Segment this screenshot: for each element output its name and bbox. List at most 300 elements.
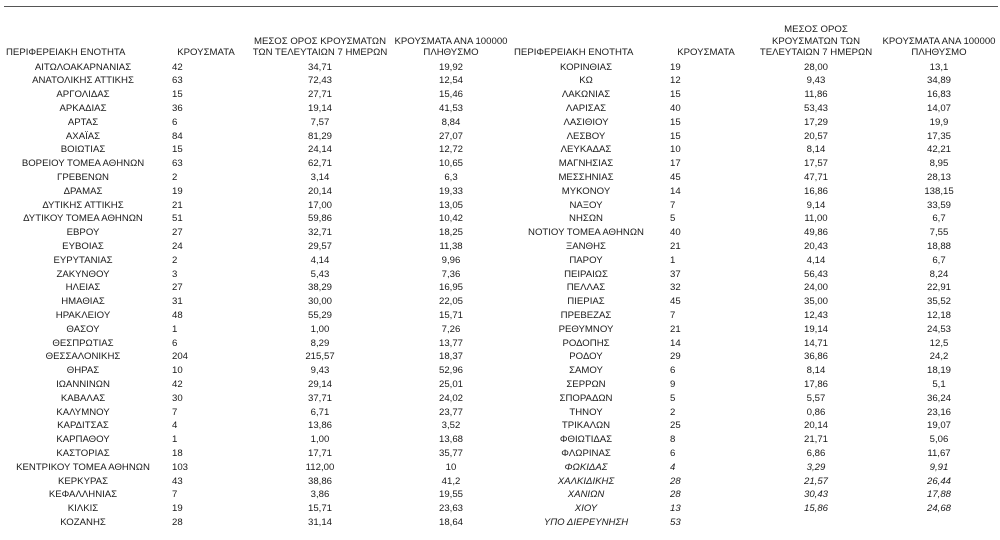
table-row: [4, 254, 998, 268]
right-region-cell: ΦΛΩΡΙΝΑΣ: [561, 447, 611, 459]
table-row: [4, 474, 998, 488]
table-row: [4, 405, 998, 419]
left-mean-7-day-cell: 72,43: [307, 75, 332, 87]
left-rate-per-100k-cell: 9,96: [441, 254, 461, 266]
right-cases-cell: 15: [670, 89, 681, 101]
left-cases-cell: 18: [172, 447, 183, 459]
left-rate-per-100k-cell: 25,01: [438, 378, 463, 390]
right-cases-cell: 8: [670, 434, 676, 446]
header-row: [4, 7, 998, 61]
table-row: [4, 488, 998, 502]
table-row: [4, 350, 998, 364]
left-cases-cell: 19: [172, 185, 183, 197]
right-mean-7-day-cell: 4,14: [806, 254, 826, 266]
right-cases-cell: 12: [670, 75, 681, 87]
left-mean-7-day-cell: 31,14: [307, 516, 332, 528]
left-rate-per-100k-cell: 27,07: [438, 130, 463, 142]
right-mean-7-day-cell: 8,14: [806, 144, 826, 156]
right-cases-cell: 40: [670, 102, 681, 114]
left-mean-7-day-cell: 32,71: [307, 227, 332, 239]
right-cases-cell: 15: [670, 130, 681, 142]
table-row: [4, 433, 998, 447]
left-region-cell: ΑΡΚΑΔΙΑΣ: [59, 102, 107, 114]
right-region-cell: ΚΟΡΙΝΘΙΑΣ: [559, 61, 613, 73]
left-cases-cell: 36: [172, 102, 183, 114]
table-row: [4, 392, 998, 406]
right-mean-7-day-cell: 24,00: [803, 282, 828, 294]
right-cases-cell: 45: [670, 296, 681, 308]
right-mean-7-day-cell: 17,57: [803, 158, 828, 170]
right-mean-7-day-cell: 20,14: [803, 420, 828, 432]
right-rate-per-100k-cell: 24,68: [926, 503, 951, 515]
right-mean-7-day-cell: 53,43: [803, 102, 828, 114]
left-mean-7-day-cell: 3,86: [310, 489, 330, 501]
table-row: [4, 378, 998, 392]
right-cases-cell: 5: [670, 392, 676, 404]
left-cases-cell: 19: [172, 503, 183, 515]
left-mean-7-day-cell: 6,71: [310, 406, 330, 418]
table-row: [4, 281, 998, 295]
left-mean-7-day-cell: 1,00: [310, 323, 330, 335]
right-mean-7-day-cell: 35,00: [803, 296, 828, 308]
right-rate-per-100k-cell: 28,13: [926, 171, 951, 183]
right-cases-cell: 45: [670, 171, 681, 183]
table-row: [4, 461, 998, 475]
left-region-cell: ΕΒΡΟΥ: [66, 227, 100, 239]
table-row: [4, 516, 998, 530]
left-cases-cell: 7: [172, 406, 178, 418]
left-rate-per-100k-cell: 12,72: [438, 144, 463, 156]
left-region-cell: ΘΕΣΣΑΛΟΝΙΚΗΣ: [45, 351, 121, 363]
left-rate-per-100k-cell: 15,71: [438, 309, 463, 321]
right-mean-7-day-cell: 20,43: [803, 240, 828, 252]
right-mean-7-day-cell: 21,57: [803, 475, 828, 487]
left-region-cell: ΚΙΛΚΙΣ: [67, 503, 99, 515]
right-rate-per-100k-cell: 14,07: [926, 102, 951, 114]
table-row: [4, 267, 998, 281]
right-mean-7-day-cell: 19,14: [803, 323, 828, 335]
left-region-cell: ΑΝΑΤΟΛΙΚΗΣ ΑΤΤΙΚΗΣ: [32, 75, 134, 87]
left-cases-cell: 42: [172, 61, 183, 73]
right-region-cell: ΛΕΣΒΟΥ: [566, 130, 606, 142]
right-mean-7-day-cell: 56,43: [803, 268, 828, 280]
left-rate-per-100k-cell: 52,96: [438, 365, 463, 377]
left-cases-cell: 4: [172, 420, 178, 432]
right-rate-per-100k-cell: 24,2: [929, 351, 949, 363]
left-mean-7-day-cell: 17,00: [307, 199, 332, 211]
left-region-cell: ΕΥΒΟΙΑΣ: [62, 240, 104, 252]
right-mean-7-day-cell: 14,71: [803, 337, 828, 349]
right-rate-per-100k-cell: 138,15: [924, 185, 954, 197]
right-region-cell: ΤΡΙΚΑΛΩΝ: [561, 420, 611, 432]
left-cases-cell: 63: [172, 158, 183, 170]
left-region-cell: ΔΥΤΙΚΟΥ ΤΟΜΕΑ ΑΘΗΝΩΝ: [23, 213, 143, 225]
right-rate-per-100k-cell: 7,55: [929, 227, 949, 239]
right-cases-cell: 5: [670, 213, 676, 225]
left-region-cell: ΚΟΖΑΝΗΣ: [60, 516, 106, 528]
right-rate-per-100k-cell: 17,88: [926, 489, 951, 501]
left-region-cell: ΚΑΣΤΟΡΙΑΣ: [56, 447, 110, 459]
table-row: [4, 447, 998, 461]
right-rate-per-100k-cell: 12,18: [926, 309, 951, 321]
header-region-right: ΠΕΡΙΦΕΡΕΙΑΚΗ ΕΝΟΤΗΤΑ: [514, 47, 634, 58]
left-cases-cell: 27: [172, 282, 183, 294]
table-row: [4, 116, 998, 130]
right-mean-7-day-cell: [752, 516, 880, 530]
right-mean-7-day-cell: 30,43: [803, 489, 828, 501]
table-row: [4, 502, 998, 516]
right-mean-7-day-cell: 20,57: [803, 130, 828, 142]
right-region-cell: ΝΟΤΙΟΥ ΤΟΜΕΑ ΑΘΗΝΩΝ: [528, 227, 644, 239]
right-region-cell: ΦΘΙΩΤΙΔΑΣ: [559, 434, 613, 446]
table-row: [4, 129, 998, 143]
right-mean-7-day-cell: 36,86: [803, 351, 828, 363]
left-mean-7-day-cell: 38,29: [307, 282, 332, 294]
right-region-cell: ΡΟΔΟΥ: [569, 351, 603, 363]
right-rate-per-100k-cell: 5,1: [932, 378, 946, 390]
left-cases-cell: 6: [172, 337, 178, 349]
right-cases-cell: 28: [670, 489, 681, 501]
left-mean-7-day-cell: 17,71: [307, 447, 332, 459]
left-region-cell: ΗΜΑΘΙΑΣ: [61, 296, 105, 308]
right-rate-per-100k-cell: 33,59: [926, 199, 951, 211]
right-cases-cell: 53: [670, 516, 681, 528]
right-mean-7-day-cell: 0,86: [806, 406, 826, 418]
left-mean-7-day-cell: 81,29: [307, 130, 332, 142]
right-cases-cell: 7: [670, 199, 676, 211]
right-mean-7-day-cell: 49,86: [803, 227, 828, 239]
left-rate-per-100k-cell: 41,53: [438, 102, 463, 114]
right-rate-per-100k-cell: 6,7: [932, 213, 946, 225]
right-region-cell: ΛΑΣΙΘΙΟΥ: [563, 116, 609, 128]
left-rate-per-100k-cell: 18,25: [438, 227, 463, 239]
right-mean-7-day-cell: 11,86: [804, 89, 828, 101]
left-rate-per-100k-cell: 7,36: [441, 268, 461, 280]
table-row: [4, 198, 998, 212]
left-region-cell: ΑΡΓΟΛΙΔΑΣ: [56, 89, 110, 101]
left-region-cell: ΘΑΣΟΥ: [66, 323, 100, 335]
right-rate-per-100k-cell: 13,1: [929, 61, 949, 73]
right-cases-cell: 13: [670, 503, 681, 515]
right-cases-cell: 14: [670, 337, 681, 349]
table-row: [4, 364, 998, 378]
left-mean-7-day-cell: 3,14: [310, 171, 330, 183]
right-cases-cell: 21: [670, 240, 681, 252]
right-rate-per-100k-cell: 36,24: [926, 392, 951, 404]
left-region-cell: ΔΡΑΜΑΣ: [63, 185, 103, 197]
right-rate-per-100k-cell: 18,88: [926, 240, 951, 252]
right-rate-per-100k-cell: 23,16: [926, 406, 951, 418]
right-rate-per-100k-cell: 8,95: [929, 158, 949, 170]
left-region-cell: ΙΩΑΝΝΙΝΩΝ: [56, 378, 110, 390]
left-region-cell: ΒΟΙΩΤΙΑΣ: [60, 144, 106, 156]
left-mean-7-day-cell: 20,14: [307, 185, 332, 197]
left-region-cell: ΑΙΤΩΛΟΑΚΑΡΝΑΝΙΑΣ: [34, 61, 132, 73]
left-rate-per-100k-cell: 19,33: [438, 185, 463, 197]
left-mean-7-day-cell: 215,57: [305, 351, 335, 363]
left-cases-cell: 2: [172, 171, 178, 183]
left-rate-per-100k-cell: 23,63: [438, 503, 463, 515]
right-region-cell: ΞΑΝΘΗΣ: [566, 240, 606, 252]
right-rate-per-100k-cell: 17,35: [926, 130, 951, 142]
right-rate-per-100k-cell: 6,7: [932, 254, 946, 266]
table-row: [4, 212, 998, 226]
left-region-cell: ΚΑΡΔΙΤΣΑΣ: [57, 420, 109, 432]
right-region-cell: ΛΑΡΙΣΑΣ: [565, 102, 607, 114]
right-region-cell: ΝΑΞΟΥ: [569, 199, 603, 211]
left-cases-cell: 3: [172, 268, 178, 280]
left-cases-cell: 15: [172, 144, 183, 156]
right-mean-7-day-cell: 21,71: [803, 434, 828, 446]
left-mean-7-day-cell: 9,43: [310, 365, 330, 377]
left-rate-per-100k-cell: 10: [445, 461, 457, 473]
left-mean-7-day-cell: 4,14: [310, 254, 330, 266]
right-region-cell: ΜΕΣΣΗΝΙΑΣ: [558, 171, 614, 183]
left-region-cell: ΑΧΑΪΑΣ: [65, 130, 101, 142]
left-rate-per-100k-cell: 8,84: [441, 116, 461, 128]
right-rate-per-100k-cell: 26,44: [926, 475, 951, 487]
table-row: [4, 336, 998, 350]
left-rate-per-100k-cell: 24,02: [438, 392, 463, 404]
left-mean-7-day-cell: 7,57: [310, 116, 330, 128]
right-rate-per-100k-cell: 16,83: [926, 89, 951, 101]
right-rate-per-100k-cell: 19,07: [926, 420, 951, 432]
left-region-cell: ΓΡΕΒΕΝΩΝ: [57, 171, 109, 183]
table-row: [4, 295, 998, 309]
right-region-cell: ΠΡΕΒΕΖΑΣ: [560, 309, 612, 321]
right-rate-per-100k-cell: [880, 516, 998, 530]
right-rate-per-100k-cell: 34,89: [926, 75, 951, 87]
left-rate-per-100k-cell: 3,52: [441, 420, 461, 432]
left-region-cell: ΗΛΕΙΑΣ: [65, 282, 101, 294]
left-region-cell: ΒΟΡΕΙΟΥ ΤΟΜΕΑ ΑΘΗΝΩΝ: [21, 158, 145, 170]
right-region-cell: ΧΑΝΙΩΝ: [567, 489, 605, 501]
table-row: [4, 61, 998, 75]
right-region-cell: ΠΕΙΡΑΙΩΣ: [564, 268, 608, 280]
table-row: [4, 419, 998, 433]
right-rate-per-100k-cell: 24,53: [926, 323, 951, 335]
left-rate-per-100k-cell: 10,42: [438, 213, 463, 225]
right-rate-per-100k-cell: 35,52: [926, 296, 951, 308]
left-cases-cell: 30: [172, 392, 183, 404]
right-region-cell: ΠΙΕΡΙΑΣ: [567, 296, 605, 308]
left-rate-per-100k-cell: 19,92: [438, 61, 463, 73]
left-cases-cell: 28: [172, 516, 183, 528]
right-region-cell: ΧΑΛΚΙΔΙΚΗΣ: [557, 475, 615, 487]
left-region-cell: ΚΕΦΑΛΛΗΝΙΑΣ: [48, 489, 118, 501]
left-rate-per-100k-cell: 13,05: [438, 199, 463, 211]
right-mean-7-day-cell: 9,43: [806, 75, 826, 87]
table-row: [4, 157, 998, 171]
left-cases-cell: 27: [172, 227, 183, 239]
table-header: [4, 7, 998, 61]
right-region-cell: ΠΑΡΟΥ: [569, 254, 603, 266]
left-rate-per-100k-cell: 13,68: [438, 434, 463, 446]
left-cases-cell: 42: [172, 378, 183, 390]
left-region-cell: ΑΡΤΑΣ: [67, 116, 99, 128]
left-rate-per-100k-cell: 6,3: [444, 171, 458, 183]
header-cases-right: ΚΡΟΥΣΜΑΤΑ: [677, 47, 735, 58]
right-cases-cell: 1: [670, 254, 676, 266]
left-cases-cell: 15: [172, 89, 183, 101]
right-region-cell: ΜΑΓΝΗΣΙΑΣ: [558, 158, 614, 170]
right-region-cell: ΠΕΛΛΑΣ: [566, 282, 606, 294]
left-mean-7-day-cell: 1,00: [310, 434, 330, 446]
right-cases-cell: 25: [670, 420, 681, 432]
table-row: [4, 185, 998, 199]
right-region-cell: ΦΩΚΙΔΑΣ: [564, 461, 608, 473]
left-cases-cell: 10: [172, 365, 183, 377]
left-rate-per-100k-cell: 18,64: [438, 516, 463, 528]
left-cases-cell: 7: [172, 489, 178, 501]
left-mean-7-day-cell: 37,71: [307, 392, 332, 404]
right-mean-7-day-cell: 9,14: [806, 199, 826, 211]
table-body: [4, 61, 998, 530]
right-mean-7-day-cell: 28,00: [803, 61, 828, 73]
right-cases-cell: 21: [670, 323, 681, 335]
right-rate-per-100k-cell: 22,91: [926, 282, 951, 294]
left-rate-per-100k-cell: 13,77: [438, 337, 463, 349]
left-region-cell: ΗΡΑΚΛΕΙΟΥ: [55, 309, 111, 321]
right-region-cell: ΜΥΚΟΝΟΥ: [561, 185, 611, 197]
left-mean-7-day-cell: 27,71: [307, 89, 332, 101]
right-mean-7-day-cell: 8,14: [806, 365, 826, 377]
left-region-cell: ΚΕΝΤΡΙΚΟΥ ΤΟΜΕΑ ΑΘΗΝΩΝ: [16, 461, 150, 473]
left-mean-7-day-cell: 5,43: [310, 268, 330, 280]
right-mean-7-day-cell: 17,86: [803, 378, 828, 390]
left-cases-cell: 51: [172, 213, 183, 225]
right-cases-cell: 6: [670, 365, 676, 377]
covid-cases-table: [4, 6, 998, 530]
left-cases-cell: 31: [172, 296, 183, 308]
right-rate-per-100k-cell: 12,5: [929, 337, 949, 349]
right-mean-7-day-cell: 6,86: [806, 447, 826, 459]
right-rate-per-100k-cell: 9,91: [929, 461, 949, 473]
table-row: [4, 323, 998, 337]
right-mean-7-day-cell: 47,71: [803, 171, 828, 183]
right-cases-cell: 2: [670, 406, 676, 418]
right-cases-cell: 40: [670, 227, 681, 239]
left-rate-per-100k-cell: 7,26: [441, 323, 461, 335]
left-region-cell: ΚΑΡΠΑΘΟΥ: [56, 434, 110, 446]
left-cases-cell: 63: [172, 75, 183, 87]
left-cases-cell: 24: [172, 240, 183, 252]
table-row: [4, 143, 998, 157]
header-mean7-left: ΜΕΣΟΣ ΟΡΟΣ ΚΡΟΥΣΜΑΤΩΝ ΤΩΝ ΤΕΛΕΥΤΑΙΩΝ 7 ΗΜΕΡΩΝ: [252, 35, 388, 58]
right-cases-cell: 6: [670, 447, 676, 459]
right-rate-per-100k-cell: 11,67: [927, 447, 951, 459]
left-mean-7-day-cell: 13,86: [307, 420, 332, 432]
left-mean-7-day-cell: 24,14: [307, 144, 332, 156]
header-region-left: ΠΕΡΙΦΕΡΕΙΑΚΗ ΕΝΟΤΗΤΑ: [6, 47, 126, 58]
right-mean-7-day-cell: 15,86: [803, 503, 828, 515]
header-mean7-right: ΜΕΣΟΣ ΟΡΟΣ ΚΡΟΥΣΜΑΤΩΝ ΤΩΝ ΤΕΛΕΥΤΑΙΩΝ 7 ΗΜΕΡΩΝ: [759, 24, 873, 58]
table-row: [4, 309, 998, 323]
left-mean-7-day-cell: 19,14: [307, 102, 332, 114]
left-mean-7-day-cell: 112,00: [305, 461, 335, 473]
left-region-cell: ΚΑΒΑΛΑΣ: [60, 392, 106, 404]
right-cases-cell: 4: [670, 461, 676, 473]
right-region-cell: ΡΟΔΟΠΗΣ: [562, 337, 610, 349]
left-mean-7-day-cell: 8,29: [310, 337, 330, 349]
right-mean-7-day-cell: 12,43: [803, 309, 828, 321]
right-region-cell: ΣΑΜΟΥ: [569, 365, 603, 377]
right-region-cell: ΚΩ: [579, 75, 593, 87]
right-mean-7-day-cell: 17,29: [803, 116, 828, 128]
left-rate-per-100k-cell: 19,55: [438, 489, 463, 501]
left-rate-per-100k-cell: 11,38: [439, 240, 463, 252]
left-mean-7-day-cell: 55,29: [307, 309, 332, 321]
left-region-cell: ΔΥΤΙΚΗΣ ΑΤΤΙΚΗΣ: [42, 199, 124, 211]
right-region-cell: ΣΠΟΡΑΔΩΝ: [559, 392, 613, 404]
right-cases-cell: 9: [670, 378, 676, 390]
right-cases-cell: 28: [670, 475, 681, 487]
left-mean-7-day-cell: 38,86: [307, 475, 332, 487]
left-cases-cell: 2: [172, 254, 178, 266]
left-cases-cell: 21: [172, 199, 183, 211]
right-rate-per-100k-cell: 19,9: [929, 116, 949, 128]
table-row: [4, 171, 998, 185]
right-region-cell: ΤΗΝΟΥ: [569, 406, 603, 418]
right-rate-per-100k-cell: 5,06: [929, 434, 949, 446]
left-region-cell: ΘΕΣΠΡΩΤΙΑΣ: [52, 337, 114, 349]
right-mean-7-day-cell: 16,86: [803, 185, 828, 197]
left-cases-cell: 204: [172, 351, 189, 363]
left-cases-cell: 6: [172, 116, 178, 128]
left-rate-per-100k-cell: 15,46: [438, 89, 463, 101]
left-cases-cell: 48: [172, 309, 183, 321]
header-per100k-right: ΚΡΟΥΣΜΑΤΑ ΑΝΑ 100000 ΠΛΗΘΥΣΜΟ: [882, 35, 996, 58]
left-rate-per-100k-cell: 16,95: [438, 282, 463, 294]
left-region-cell: ΚΕΡΚΥΡΑΣ: [57, 475, 108, 487]
right-cases-cell: 37: [670, 268, 681, 280]
right-region-cell: ΝΗΣΩΝ: [569, 213, 603, 225]
left-mean-7-day-cell: 62,71: [307, 158, 332, 170]
right-region-cell: ΧΙΟΥ: [574, 503, 598, 515]
left-region-cell: ΕΥΡΥΤΑΝΙΑΣ: [53, 254, 113, 266]
left-rate-per-100k-cell: 12,54: [438, 75, 463, 87]
left-rate-per-100k-cell: 35,77: [438, 447, 463, 459]
header-per100k-left: ΚΡΟΥΣΜΑΤΑ ΑΝΑ 100000 ΠΛΗΘΥΣΜΟ: [394, 35, 508, 58]
left-mean-7-day-cell: 30,00: [307, 296, 332, 308]
left-mean-7-day-cell: 59,86: [307, 213, 332, 225]
right-rate-per-100k-cell: 8,24: [929, 268, 949, 280]
right-cases-cell: 15: [670, 116, 681, 128]
right-region-cell: ΣΕΡΡΩΝ: [566, 378, 606, 390]
right-cases-cell: 29: [670, 351, 681, 363]
table-row: [4, 88, 998, 102]
left-mean-7-day-cell: 15,71: [307, 503, 332, 515]
left-cases-cell: 1: [172, 434, 178, 446]
right-rate-per-100k-cell: 18,19: [926, 365, 951, 377]
left-mean-7-day-cell: 29,14: [307, 378, 332, 390]
left-cases-cell: 84: [172, 130, 183, 142]
right-mean-7-day-cell: 11,00: [804, 213, 828, 225]
table-row: [4, 226, 998, 240]
right-cases-cell: 17: [670, 158, 681, 170]
right-cases-cell: 7: [670, 309, 676, 321]
right-region-cell: ΥΠΟ ΔΙΕΡΕΥΝΗΣΗ: [543, 516, 629, 528]
left-region-cell: ΚΑΛΥΜΝΟΥ: [56, 406, 110, 418]
header-cases-left: ΚΡΟΥΣΜΑΤΑ: [177, 47, 235, 58]
left-rate-per-100k-cell: 41,2: [441, 475, 461, 487]
left-mean-7-day-cell: 29,57: [307, 240, 332, 252]
right-rate-per-100k-cell: 42,21: [926, 144, 951, 156]
left-region-cell: ΖΑΚΥΝΘΟΥ: [56, 268, 110, 280]
right-mean-7-day-cell: 3,29: [806, 461, 826, 473]
left-rate-per-100k-cell: 22,05: [438, 296, 463, 308]
right-cases-cell: 10: [670, 144, 681, 156]
